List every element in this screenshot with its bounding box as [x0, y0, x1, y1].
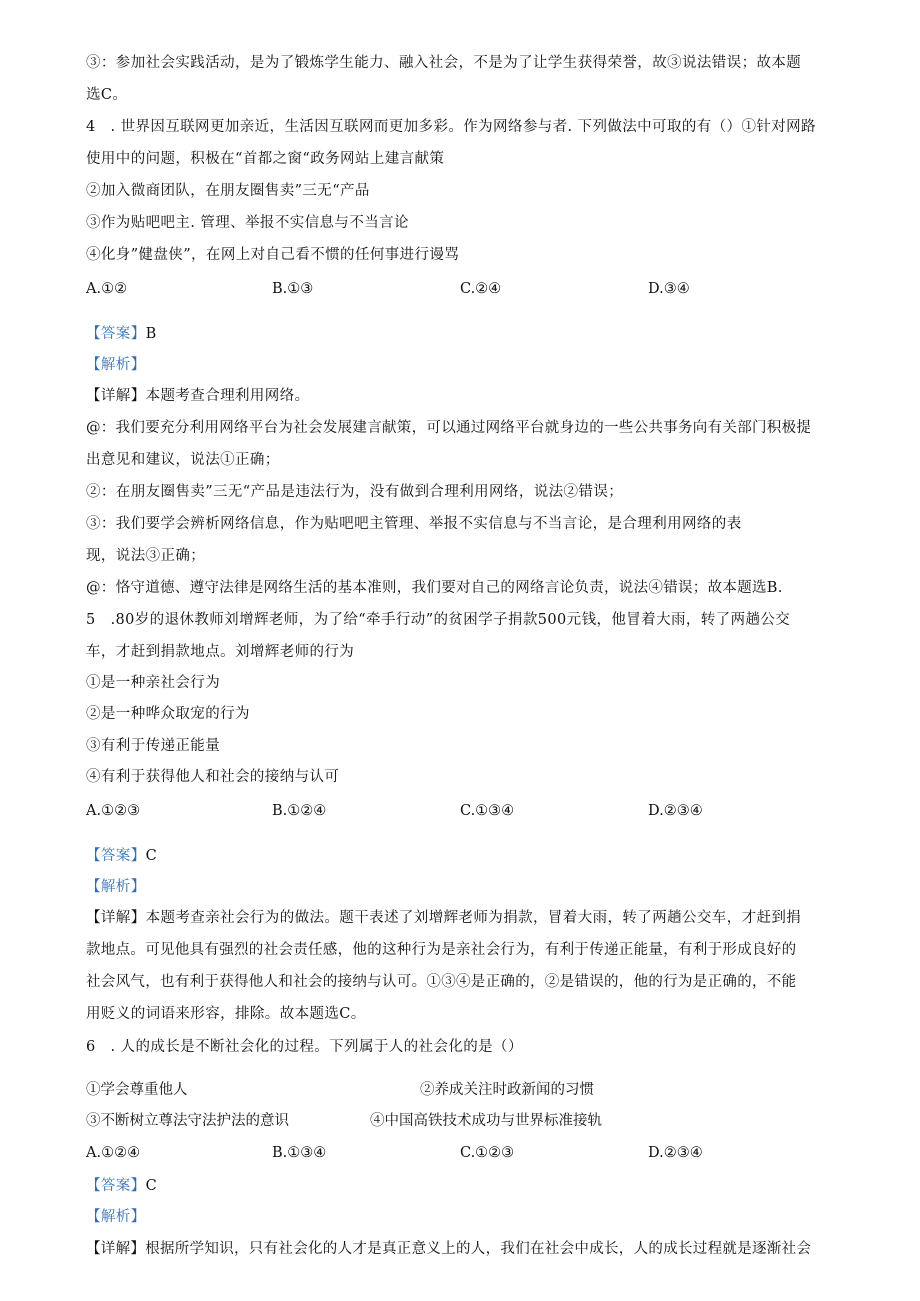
- detail-text: 本题考查亲社会行为的做法。题干表述了刘增辉老师为捐款，冒着大雨，转了两趟公交车，才赶到捐: [145, 910, 802, 926]
- q5-option-c: C.①③④: [460, 803, 515, 819]
- q6-statement: ④中国高铁技术成功与世界标准接轨: [370, 1113, 602, 1129]
- q5-detail: [86, 908, 840, 928]
- q4-explanation-line: 出意见和建议，说法①正确；: [86, 452, 280, 468]
- q5-statement: ④有利于获得他人和社会的接纳与认可: [86, 769, 340, 785]
- q6-option-d: D.②③④: [648, 1145, 703, 1161]
- answer-value: C: [145, 848, 158, 864]
- q4-explanation-line: 现，说法③正确；: [86, 548, 206, 564]
- answer-label: 【答案】: [86, 326, 146, 342]
- q6-detail: [86, 1239, 840, 1259]
- q4-explanation-line: @：我们要充分利用网络平台为社会发展建言献策，可以通过网络平台就身边的一些公共事务向有关部门积极提: [86, 420, 812, 436]
- q6-option-a: A.①②④: [86, 1145, 141, 1161]
- q4-explanation-line: ③：我们要学会辨析网络信息，作为贴吧吧主管理、举报不实信息与不当言论，是合理利用网络的表: [86, 516, 742, 532]
- q6-answer: [86, 1176, 840, 1196]
- q3-explanation-line: ③：参加社会实践活动，是为了锻炼学生能力、融入社会，不是为了让学生获得荣誉，故③说法错误；故本题: [86, 55, 802, 71]
- detail-label: 【详解】: [86, 1241, 146, 1257]
- q4-stem: 4 . 世界因互联网更加亲近，生活因互联网而更加多彩。作为网络参与者. 下列做法中可取的有（）①针对网路: [86, 119, 816, 135]
- q4-analysis-label: 【解析】: [86, 357, 146, 373]
- q5-statement: ②是一种哗众取宠的行为: [86, 706, 250, 722]
- q5-explanation-line: 社会风气，也有利于获得他人和社会的接纳与认可。①③④是正确的，②是错误的，他的行为是正确的，不能: [86, 974, 797, 990]
- q6-option-b: B.①③④: [272, 1145, 327, 1161]
- q4-statement: ③作为贴吧吧主. 管理、举报不实信息与不当言论: [86, 215, 409, 231]
- q6-statement: ③不断树立尊法守法护法的意识: [86, 1113, 289, 1129]
- detail-text: 根据所学知识，只有社会化的人才是真正意义上的人，我们在社会中成长，人的成长过程就是逐渐社会: [145, 1241, 812, 1257]
- detail-label: 【详解】: [86, 910, 146, 926]
- q4-option-a: A.①②: [86, 281, 128, 297]
- q5-statement: ③有利于传递正能量: [86, 738, 221, 754]
- q5-option-d: D.②③④: [648, 803, 703, 819]
- q5-stem: 车，才赶到捐款地点。刘增辉老师的行为: [86, 644, 355, 660]
- q5-stem: 5 .80岁的退休教师刘增辉老师，为了给“牵手行动”的贫困学子捐款500元钱，他冒着大雨，转了两趟公交: [86, 612, 791, 628]
- q5-statement: ①是一种亲社会行为: [86, 675, 221, 691]
- q6-statement: ①学会尊重他人: [86, 1082, 188, 1098]
- q4-explanation-line: ②：在朋友圈售卖”三无“产品是违法行为，没有做到合理利用网络，说法②错误；: [86, 484, 624, 500]
- q4-answer: [86, 324, 840, 344]
- answer-label: 【答案】: [86, 848, 146, 864]
- q4-statement: ④化身”健盘侠”，在网上对自己看不惯的任何事进行谩骂: [86, 247, 460, 263]
- q5-explanation-line: 用贬义的词语来形容，排除。故本题选C。: [86, 1006, 366, 1022]
- q4-stem: 使用中的问题，积极在“首都之窗“政务网站上建言献策: [86, 151, 445, 167]
- q5-option-b: B.①②④: [272, 803, 327, 819]
- q6-statement: ②养成关注时政新闻的习惯: [420, 1082, 594, 1098]
- q4-statement: ②加入微商团队，在朋友圈售卖”三无“产品: [86, 183, 370, 199]
- q6-analysis-label: 【解析】: [86, 1209, 146, 1225]
- q4-option-c: C.②④: [460, 281, 502, 297]
- q6-option-c: C.①②③: [460, 1145, 515, 1161]
- q5-explanation-line: 款地点。可见他具有强烈的社会责任感，他的这种行为是亲社会行为，有利于传递正能量，有利于形成良好的: [86, 942, 797, 958]
- answer-value: C: [145, 1178, 158, 1194]
- q5-analysis-label: 【解析】: [86, 879, 146, 895]
- answer-value: B: [145, 326, 157, 342]
- q5-answer: [86, 846, 840, 866]
- detail-label: 【详解】: [86, 388, 146, 404]
- q4-detail: [86, 386, 840, 406]
- answer-label: 【答案】: [86, 1178, 146, 1194]
- q4-option-b: B.①③: [272, 281, 314, 297]
- q4-explanation-line: @：恪守道德、遵守法律是网络生活的基本准则，我们要对自己的网络言论负责，说法④错误；故本题选B.: [86, 580, 783, 596]
- q4-option-d: D.③④: [648, 281, 690, 297]
- detail-text: 本题考查合理利用网络。: [145, 388, 310, 404]
- q6-stem: 6 . 人的成长是不断社会化的过程。下列属于人的社会化的是（）: [86, 1039, 523, 1055]
- q3-explanation-line: 选C。: [86, 87, 128, 103]
- q5-option-a: A.①②③: [86, 803, 141, 819]
